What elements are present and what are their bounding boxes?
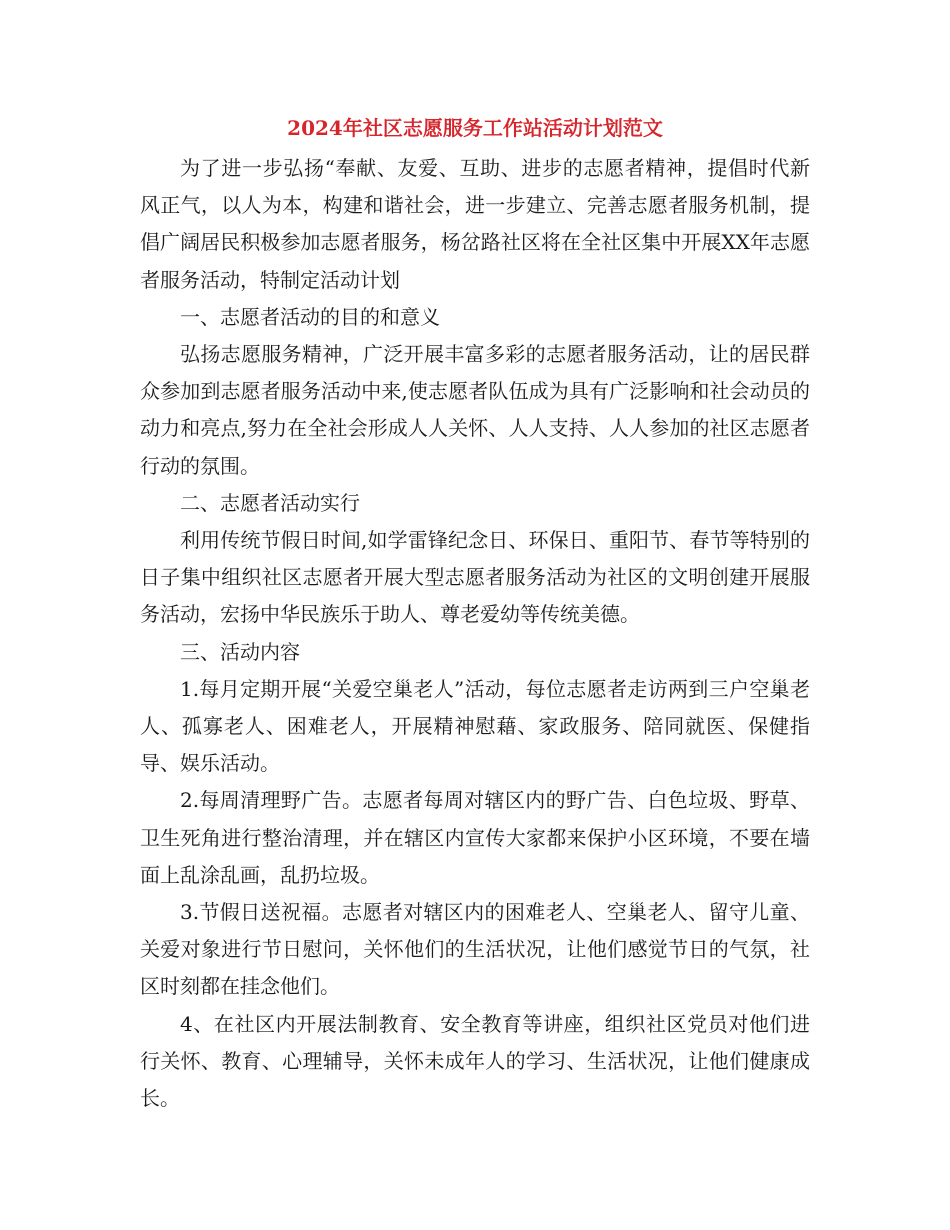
section-heading-implementation: 二、志愿者活动实行 xyxy=(180,490,360,515)
content-item-4: 4、在社区内开展法制教育、安全教育等讲座，组织社区党员对他们进行关怀、教育、心理辅导，关怀未成年人的学习、生活状况，让他们健康成长。 xyxy=(140,1011,810,1111)
content-item-2: 2.每周清理野广告。志愿者每周对辖区内的野广告、白色垃圾、野草、卫生死角进行整治清理，并在辖区内宣传大家都来保护小区环境，不要在墙面上乱涂乱画，乱扔垃圾。 xyxy=(140,788,810,887)
content-item-1: 1.每月定期开展“关爱空巢老人”活动，每位志愿者走访两到三户空巢老人、孤寡老人、困难老人，开展精神慰藉、家政服务、陪同就医、保健指导、娱乐活动。 xyxy=(140,676,810,776)
document-body xyxy=(140,150,810,1117)
implementation-paragraph: 利用传统节假日时间,如学雷锋纪念日、环保日、重阳节、春节等特别的日子集中组织社区志愿者开展大型志愿者服务活动为社区的文明创建开展服务活动，宏扬中华民族乐于助人、尊老爱幼等传统美德。 xyxy=(140,528,810,627)
intro-paragraph: 为了进一步弘扬“奉献、友爱、互助、进步的志愿者精神，提倡时代新风正气，以人为本，构建和谐社会，进一步建立、完善志愿者服务机制，提倡广阔居民积极参加志愿者服务，杨岔路社区将在全社区集中开展XX年志愿者服务活动，特制定活动计划 xyxy=(140,156,810,292)
content-item-3: 3.节假日送祝福。志愿者对辖区内的困难老人、空巢老人、留守儿童、关爱对象进行节日慰问，关怀他们的生活状况，让他们感觉节日的气氛，社区时刻都在挂念他们。 xyxy=(140,900,810,999)
section-heading-purpose: 一、志愿者活动的目的和意义 xyxy=(180,304,440,329)
section-heading-content: 三、活动内容 xyxy=(180,639,300,664)
purpose-paragraph: 弘扬志愿服务精神，广泛开展丰富多彩的志愿者服务活动，让的居民群众参加到志愿者服务活动中来,使志愿者队伍成为具有广泛影响和社会动员的动力和亮点,努力在全社会形成人人关怀、人人支持、人人参加的社区志愿者行动的氛围。 xyxy=(140,342,810,478)
document-title: 2024年社区志愿服务工作站活动计划范文 xyxy=(287,116,663,140)
